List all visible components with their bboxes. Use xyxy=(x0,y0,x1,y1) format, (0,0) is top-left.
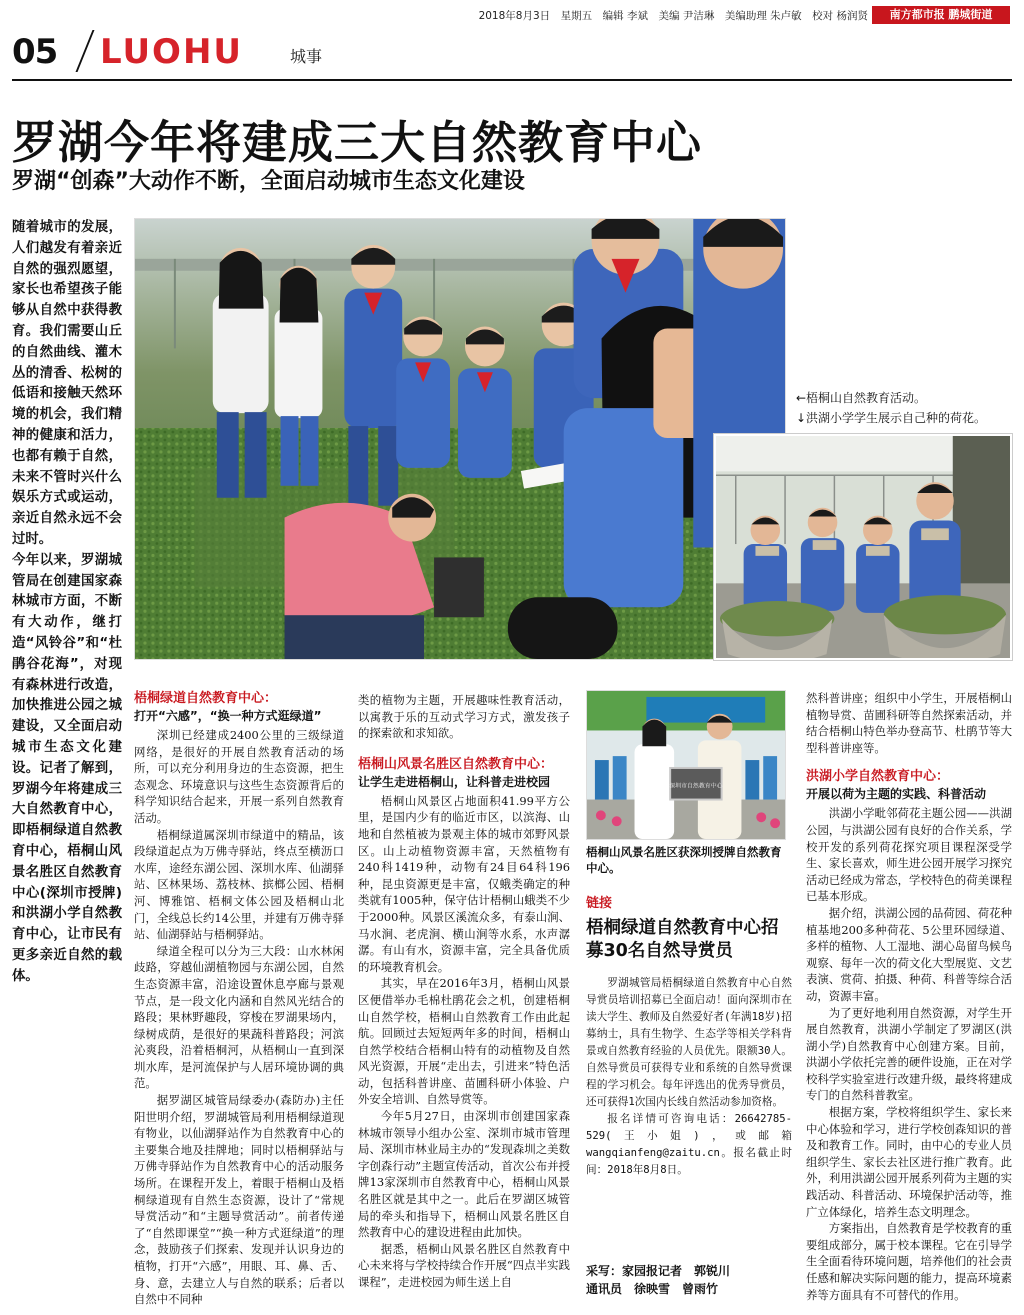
award-plaque-text: 深圳市自然教育中心 xyxy=(669,782,723,790)
section-subtitle: 城事 xyxy=(290,47,323,66)
award-photo-illustration xyxy=(587,691,785,839)
section-slash-divider xyxy=(76,30,95,72)
link-title: 梧桐绿道自然教育中心招募30名自然导赏员 xyxy=(586,918,779,961)
body-paragraph-continued: 然科普讲座；组织中小学生，开展梧桐山植物导赏、苗圃科研等自然探索活动，并结合梧桐山特色举办登高节、杜鹃节等大型科普讲座等。 xyxy=(806,691,1012,755)
body-paragraph: 梧桐绿道属深圳市绿道中的精品，该段绿道起点为万佛寺驿站，终点至横沥口水库，途经东湖公园、深圳水库、仙湖驿站、区林果场、荔枝林、摈榔公园、梧桐河、博雅馆、梧桐文体公园及梧桐山北门，全线总长约14公里，并建有万佛寺驿站、仙湖驿站与梧桐驿站。 xyxy=(134,827,344,942)
link-paragraph: 报名详情可咨询电话：26642785-529(王小姐)，或邮箱wangqianfeng@zaitu.cn。报名截止时间：2018年8月8日。 xyxy=(586,1113,792,1176)
body-paragraph-continued: 类的植物为主题，开展趣味性教育活动，以寓教于乐的互动式学习方式，激发孩子的探索欲和求知欲。 xyxy=(358,693,570,741)
photo-wutong-activity xyxy=(134,218,786,660)
students-photo-illustration xyxy=(135,219,785,659)
page-subtitle: 罗湖“创森”大动作不断，全面启动城市生态文化建设 xyxy=(12,169,525,194)
sidebar-link-box xyxy=(586,892,792,1179)
link-label: 链接 xyxy=(586,896,613,911)
lotus-photo-illustration xyxy=(716,436,1010,658)
body-paragraph: 方案指出，自然教育是学校教育的重要组成部分，属于校本课程。它在引导学生全面看待环境问题，培养他们的社会责任感和解决实际问题的能力，提高环境素养等方面具有不可替代的作用。 xyxy=(806,1221,1012,1302)
newspaper-logo: 南方都市报 鹏城街道 xyxy=(872,6,1010,24)
photo-honghu-lotus xyxy=(714,434,1012,660)
body-paragraph: 梧桐山风景区占地面积41.99平方公里，是国内少有的临近市区，以滨海、山地和自然植被为景观主体的城市郊野风景区。山上动植物资源丰富，天然植物有240科1419种，动物有24目64科196种，昆虫资源更是丰富，仅蛾类确定的种类就有1005种，保守估计梧桐山蛾类不少于2000种。风景区溪流众多，有泰山涧、马水涧、老虎涧、横山涧等水系，水声潺潺。有山有水，资源丰富，完全具备优质的环境教育机会。 xyxy=(358,793,570,974)
byline-reporter: 采写：家园报记者 郭锐川 xyxy=(586,1264,731,1278)
body-paragraph: 根据方案，学校将组织学生、家长来中心体验和学习，进行学校创森知识的普及和教育工作。同时，由中心的专业人员组织学生、家长去社区进行推广教育。此外，利用洪湖公园开展系列荷为主题的实践活动、科普活动、环境保护活动等，推广立体绿化，培养生态文明理念。 xyxy=(806,1105,1012,1219)
honghu-section-subtitle: 开展以荷为主题的实践、科普活动 xyxy=(806,787,987,802)
section-number: 05 xyxy=(12,32,58,72)
section-name: LUOHU xyxy=(100,32,244,72)
byline xyxy=(586,1262,792,1298)
article-column-greenway xyxy=(134,690,344,1308)
greenway-section-subtitle: 打开“六感”，“换一种方式逛绿道” xyxy=(134,709,322,723)
body-paragraph: 绿道全程可以分为三大段：山水林闲歧路，穿越仙湖植物园与东湖公园，自然生态资源丰富，沿途设置休息亭廊与景观节点，是一段文化内涵和自然风光结合的路段；果林野趣段，穿梭在罗湖果场内，绿树成荫，是很好的果蔬科普路段；河滨沁爽段，沿着梧桐河，从梧桐山一直到深圳水库，是河流保护与人居环境协调的典范。 xyxy=(134,943,344,1091)
intro-paragraph: 随着城市的发展，人们越发有着亲近自然的强烈愿望，家长也希望孩子能够从自然中获得教育。我们需要山丘的自然曲线、灌木丛的清香、松树的低语和接触天然环境的机会，我们精神的健康和活力，也都有赖于自然，未来不管时兴什么娱乐方式或运动，亲近自然永远不会过时。 xyxy=(12,220,122,547)
intro-column xyxy=(12,218,122,987)
link-body xyxy=(586,975,792,1179)
byline-correspondents: 通讯员 徐映雪 曾雨竹 xyxy=(586,1282,719,1296)
masthead-bar xyxy=(0,0,1024,30)
caption-lotus-photo: ↓洪湖小学学生展示自己种的荷花。 xyxy=(796,411,987,425)
body-paragraph: 据罗湖区城管局绿委办(森防办)主任阳世明介绍，罗湖城管局利用梧桐绿道现有物业，以仙湖驿站作为自然教育中心的主要集合地及挂牌地；同时以梧桐驿站与万佛寺驿站作为自然教育中心的活动服务场所。在课程开发上，着眼于梧桐山及梧桐绿道现有自然生态资源，设计了“常规导赏活动”和“主题导赏活动”。前者传递了“自然即课堂”“换一种方式逛绿道”的理念，鼓励孩子们探索、发现并认识身边的植物，打开“六感”，用眼、耳、鼻、舌、身、意，去建立人与自然的联系；后者以自然中不同种 xyxy=(134,1093,344,1307)
caption-main-photo: ←梧桐山自然教育活动。 xyxy=(796,391,927,405)
caption-award-photo: 梧桐山风景名胜区获深圳授牌自然教育中心。 xyxy=(586,845,782,875)
photo-award-ceremony xyxy=(586,690,786,840)
body-paragraph: 据悉，梧桐山风景名胜区自然教育中心未来将与学校持续合作开展“四点半实践课程”，走进校园为师生送上自 xyxy=(358,1241,570,1289)
article-column-honghu xyxy=(806,690,1012,1303)
wutong-section-title: 梧桐山风景名胜区自然教育中心： xyxy=(358,756,554,772)
body-paragraph: 洪湖小学毗邻荷花主题公园——洪湖公园，与洪湖公园有良好的合作关系，学校开发的系列荷花探究项目课程深受学生、家长喜欢，师生进公园开展学习探究活动已经成为常态，学校特色的荷美课程已基本形成。 xyxy=(806,806,1012,904)
body-paragraph: 深圳已经建成2400公里的三级绿道网络，是很好的开展自然教育活动的场所，可以充分利用身边的生态资源，把生态观念、环境意识与这些生态资源背后的科学知识结合起来，开展一系列自然教育活动。 xyxy=(134,728,344,825)
body-paragraph: 为了更好地利用自然资源，对学生开展自然教育，洪湖小学制定了罗湖区(洪湖小学)自然教育中心创建方案。目前，洪湖小学依托完善的硬件设施，正在对学校科学实验室进行改建升级，最终将建成专门的自然科普教室。 xyxy=(806,1005,1012,1103)
intro-paragraph: 今年以来，罗湖城管局在创建国家森林城市方面，不断有大动作，继打造“风铃谷”和“杜鹃谷花海”，对现有森林进行改造，加快推进公园之城建设，又全面启动城市生态文化建设。记者了解到，罗湖今年将建成三大自然教育中心，即梧桐绿道自然教育中心，梧桐山风景名胜区自然教育中心(深圳市授牌)和洪湖小学自然教育中心，让市民有更多亲近自然的载体。 xyxy=(12,552,122,984)
body-paragraph: 据介绍，洪湖公园的品荷园、荷花种植基地200多种荷花、5公里环园绿道、多样的植物、人工湿地、湖心岛留鸟候鸟观察、每年一次的荷文化大型展览、文艺表演、赏荷、拍摄、种荷、科普等综合活动，资源丰富。 xyxy=(806,905,1012,1003)
body-paragraph: 今年5月27日，由深圳市创建国家森林城市领导小组办公室、深圳市城市管理局、深圳市林业局主办的“发现森圳之美数字创森行动”主题宣传活动，首次公布并授牌13家深圳市自然教育中心，梧桐山风景名胜区就是其中之一。此后在罗湖区城管局的牵头和指导下，梧桐山风景名胜区自然教育中心的建设进程由此加快。 xyxy=(358,1109,570,1240)
page-title: 罗湖今年将建成三大自然教育中心 xyxy=(12,116,703,169)
link-paragraph: 罗湖城管局梧桐绿道自然教育中心自然导赏员培训招募已全面启动！面向深圳市在读大学生、教师及自然爱好者(年满18岁)招募纳士，具有生物学、生态学等相关学科背景或自然教育经验的人员优先。限额30人。自然导赏员可获得专业和系统的自然导赏课程的学习机会。每年评选出的优秀导赏员，还可获得1次国内长线自然活动参加资格。 xyxy=(586,977,792,1108)
article-column-wutong xyxy=(358,692,570,1291)
issue-meta: 2018年8月3日 星期五 编辑 李斌 美编 尹洁琳 美编助理 朱卢敏 校对 杨润贤 xyxy=(478,10,868,22)
greenway-section-title: 梧桐绿道自然教育中心： xyxy=(134,691,278,706)
honghu-section-title: 洪湖小学自然教育中心： xyxy=(806,769,950,785)
wutong-section-subtitle: 让学生走进梧桐山，让科普走进校园 xyxy=(358,774,551,789)
body-paragraph: 其实，早在2016年3月，梧桐山风景区便借举办毛棉杜鹃花会之机，创建梧桐山自然学校，梧桐山自然教育工作由此起航。回顾过去短短两年多的时间，梧桐山自然学校结合梧桐山特有的动植物及自然风光资源，开展“走出去，引进来”特色活动，包括科普讲座、苗圃科研小体验、户外安全培训、自然导赏等。 xyxy=(358,976,570,1107)
photo-captions xyxy=(796,388,1016,428)
header-rule xyxy=(12,79,1012,81)
